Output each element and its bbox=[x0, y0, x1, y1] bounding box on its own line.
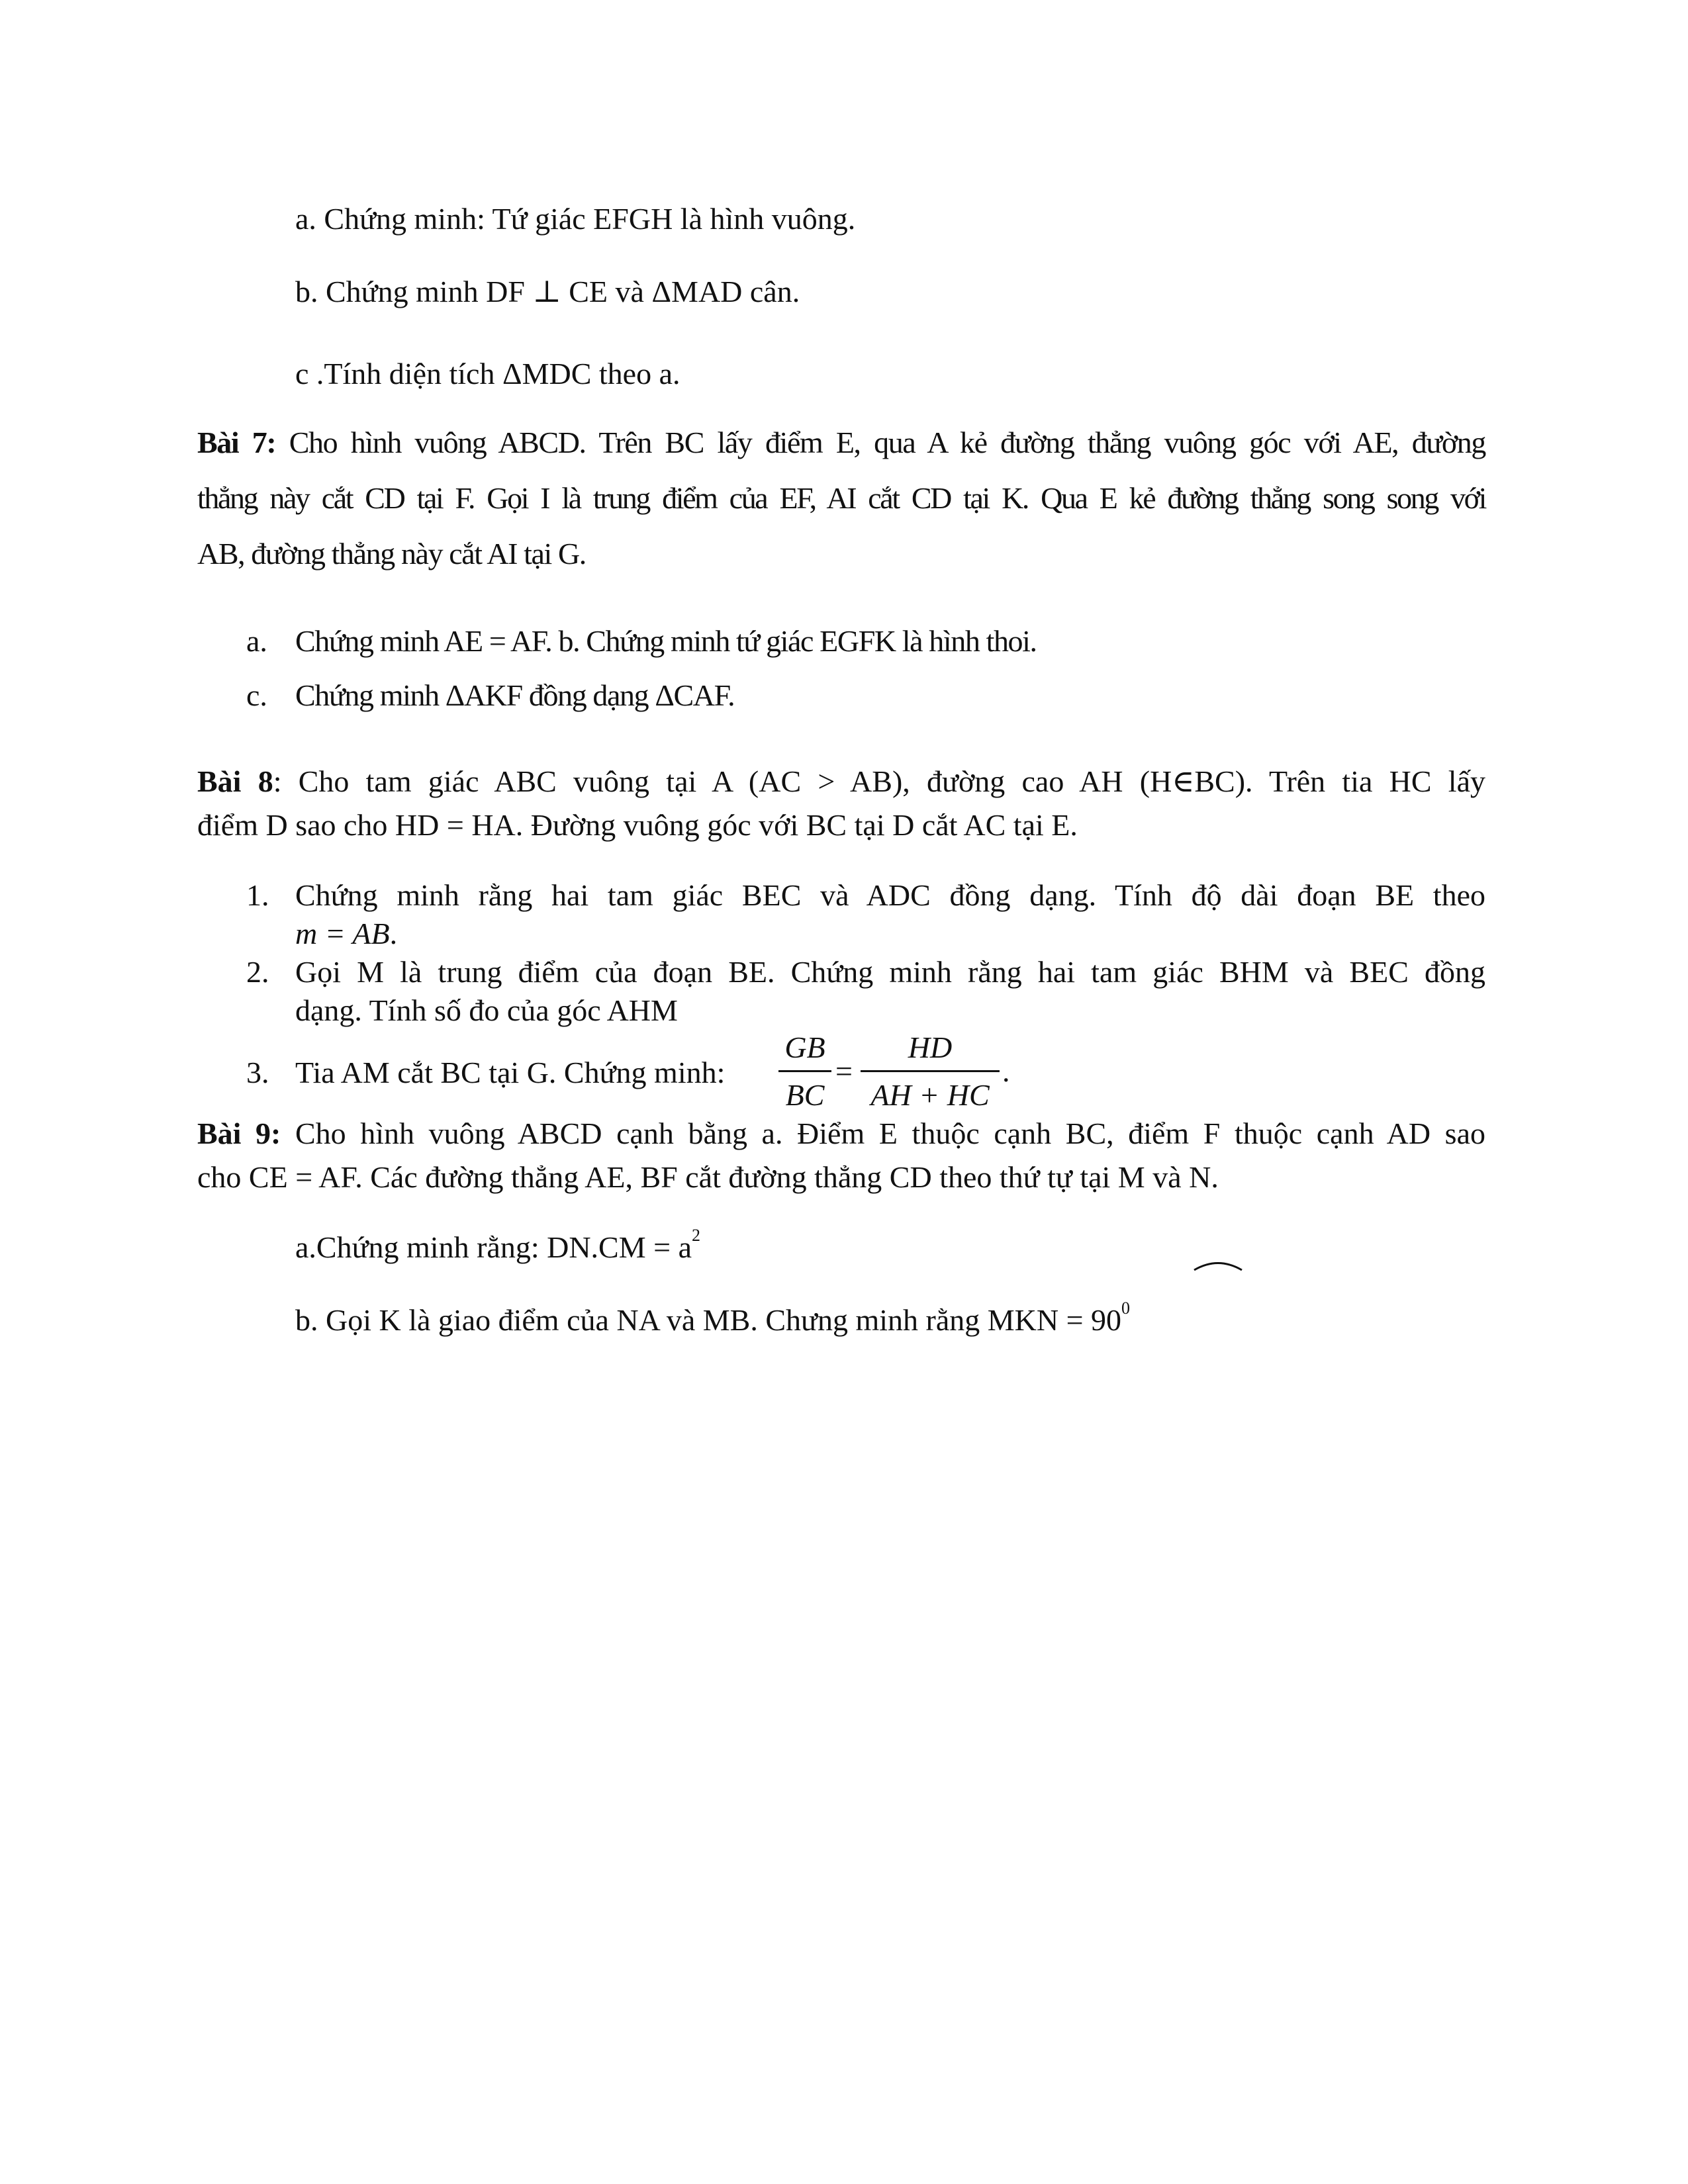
bai7-line-1: Bài 7: Cho hình vuông ABCD. Trên BC lấy điểm E, qua A kẻ đường thẳng vuông góc với AE, đường bbox=[197, 426, 1485, 459]
bai8-item-1-marker: 1. bbox=[246, 878, 269, 912]
bai8-item-1-line-1: Chứng minh rằng hai tam giác BEC và ADC đồng dạng. Tính độ dài đoạn BE theo bbox=[295, 878, 1485, 912]
frac2-bar bbox=[861, 1070, 1000, 1072]
bai9-part-b: b. Gọi K là giao điểm của NA và MB. Chưng minh rằng MKN = $90^0$ bbox=[295, 1298, 1131, 1337]
triangle-symbol: Δ bbox=[445, 678, 464, 712]
bai8-line-2: điểm D sao cho HD = HA. Đường vuông góc với BC tại D cắt AC tại E. bbox=[197, 808, 1078, 842]
bai8-item-3-marker: 3. bbox=[246, 1056, 269, 1089]
ex6-part-c: c .Tính diện tích ΔMDC theo a. bbox=[295, 357, 680, 390]
bai7-item-a: Chứng minh AE = AF. b. Chứng minh tứ giác EGFK là hình thoi. bbox=[295, 624, 1037, 658]
formula-dot: . bbox=[1002, 1054, 1010, 1088]
triangle-symbol: Δ bbox=[651, 275, 672, 308]
bai8-line-1: Bài 8: Cho tam giác ABC vuông tại A (AC > AB), đường cao AH (H∈BC). Trên tia HC lấy bbox=[197, 764, 1485, 798]
bai9-line-2: cho CE = AF. Các đường thẳng AE, BF cắt đường thẳng CD theo thứ tự tại M và N. bbox=[197, 1160, 1219, 1194]
bai7-item-c-marker: c. bbox=[246, 678, 267, 712]
bai8-item-2-line-1: Gọi M là trung điểm của đoạn BE. Chứng minh rằng hai tam giác BHM và BEC đồng bbox=[295, 955, 1485, 989]
triangle-symbol: Δ bbox=[502, 357, 522, 390]
bai7-line-3: AB, đường thẳng này cắt AI tại G. bbox=[197, 537, 586, 570]
equals-sign: = bbox=[835, 1054, 853, 1088]
bai8-item-2-marker: 2. bbox=[246, 955, 269, 989]
bai8-item-2-line-2: dạng. Tính số đo của góc AHM bbox=[295, 993, 678, 1027]
frac1-numerator: GB bbox=[784, 1030, 825, 1064]
frac1-denominator: BC bbox=[785, 1078, 825, 1112]
bai7-item-c: Chứng minh ΔAKF đồng dạng ΔCAF. bbox=[295, 678, 735, 712]
ex6-part-b: b. Chứng minh DF ⊥ CE và ΔMAD cân. bbox=[295, 275, 800, 308]
frac1-bar bbox=[778, 1070, 831, 1072]
bai8-label: Bài 8 bbox=[197, 764, 273, 798]
bai7-item-a-marker: a. bbox=[246, 624, 267, 658]
bai9-line-1: Bài 9: Cho hình vuông ABCD cạnh bằng a. Điểm E thuộc cạnh BC, điểm F thuộc cạnh AD sao bbox=[197, 1116, 1486, 1150]
triangle-symbol: Δ bbox=[655, 678, 674, 712]
angle-arc-icon bbox=[1192, 1257, 1244, 1272]
bai9-label: Bài 9: bbox=[197, 1116, 281, 1150]
exponent: 0 bbox=[1121, 1298, 1131, 1318]
bai8-item-3-text: Tia AM cắt BC tại G. Chứng minh: bbox=[295, 1056, 726, 1089]
bai9-part-a: a.Chứng minh rằng: $DN.CM = a^2$ bbox=[295, 1226, 700, 1264]
frac2-numerator: HD bbox=[908, 1030, 953, 1064]
equation-m-ab: m = AB bbox=[295, 917, 390, 950]
perpendicular-symbol: ⊥ bbox=[532, 275, 561, 308]
element-of-symbol: ∈ bbox=[1172, 764, 1195, 798]
bai7-line-2: thẳng này cắt CD tại F. Gọi I là trung điểm của EF, AI cắt CD tại K. Qua E kẻ đường thẳng song song với bbox=[197, 481, 1485, 515]
exponent: 2 bbox=[692, 1226, 700, 1245]
bai8-item-1-line-2: m = AB. bbox=[295, 917, 398, 950]
bai7-label: Bài 7: bbox=[197, 426, 276, 459]
frac2-denominator: AH + HC bbox=[870, 1078, 990, 1112]
ex6-part-a: a. Chứng minh: Tứ giác EFGH là hình vuông. bbox=[295, 202, 856, 236]
